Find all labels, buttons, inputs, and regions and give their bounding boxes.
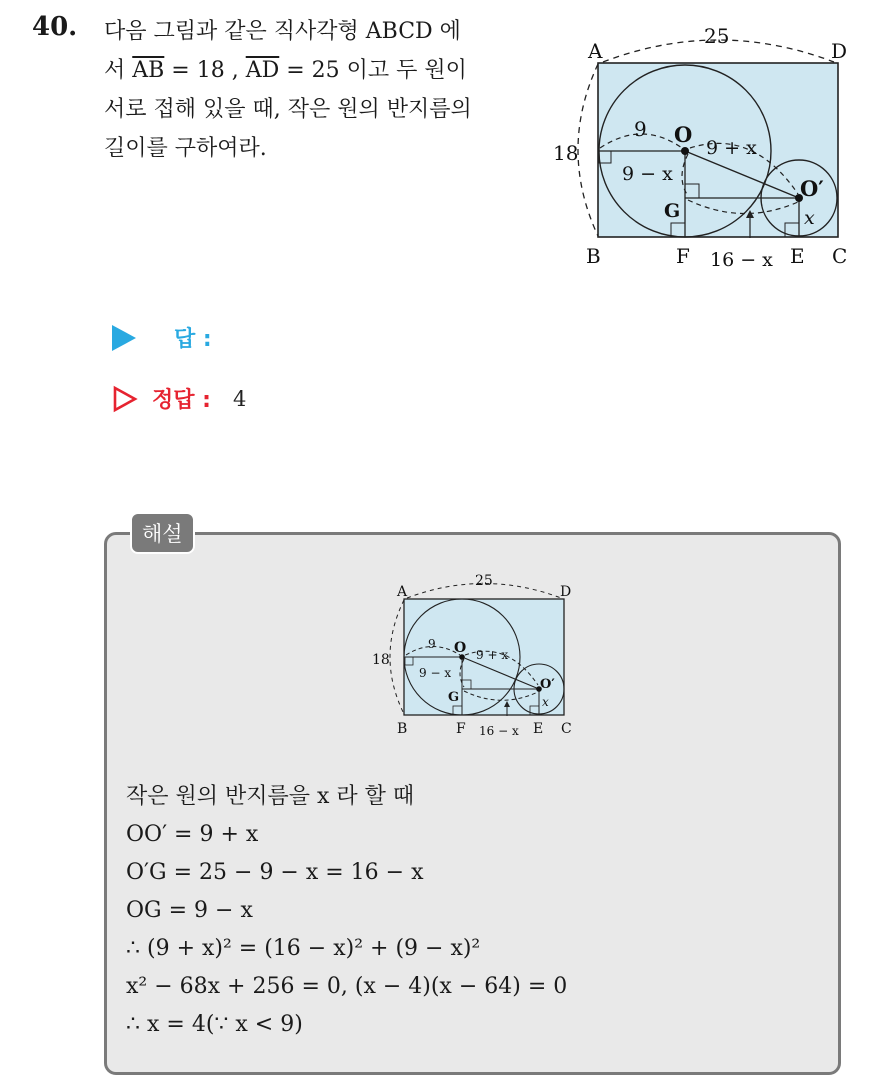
label-d: D — [560, 584, 572, 600]
label-e: E — [790, 244, 805, 268]
label-a: A — [588, 39, 603, 63]
triangle-right-outline-icon — [112, 385, 138, 413]
label-g: G — [664, 200, 681, 222]
label-o: O — [674, 122, 693, 147]
segment-ab: $\overline{AB}$ — [132, 58, 165, 83]
correct-answer-label: 정답 : — [152, 388, 211, 413]
rectangle-circles-figure — [548, 20, 860, 270]
answer-label: 답 : — [174, 327, 212, 352]
label-o: O — [454, 640, 467, 656]
label-diff: 9 − x — [419, 666, 452, 680]
solution-line-7: ∴ x = 4(∵ x < 9) — [126, 1012, 303, 1037]
answer-row — [112, 322, 212, 353]
label-bottom: 16 − x — [710, 249, 773, 270]
solution-figure — [366, 570, 582, 740]
label-c: C — [561, 721, 572, 737]
solution-line-6: x² − 68x + 256 = 0, (x − 4)(x − 64) = 0 — [126, 974, 568, 999]
solution-lines — [126, 778, 567, 1044]
question-line-3: 서로 접해 있을 때, 작은 원의 반지름의 — [104, 97, 472, 122]
triangle-right-solid-icon — [112, 325, 136, 351]
solution-line-3: O′G = 25 − 9 − x = 16 − x — [126, 860, 424, 885]
center-o-dot — [681, 147, 689, 155]
label-e: E — [533, 721, 544, 737]
label-diff: 9 − x — [622, 163, 673, 185]
label-side-length: 18 — [553, 141, 579, 165]
label-radius: 9 — [634, 117, 647, 141]
label-c: C — [832, 244, 848, 268]
label-top-length: 25 — [475, 573, 493, 589]
question-number: 40. — [32, 12, 78, 42]
solution-line-5: ∴ (9 + x)² = (16 − x)² + (9 − x)² — [126, 936, 481, 961]
label-b: B — [586, 244, 601, 268]
question-line-4: 길이를 구하여라. — [104, 136, 267, 161]
question-line-2-mid: = 18 , — [164, 58, 246, 83]
label-top-length: 25 — [704, 24, 730, 48]
question-line-2 — [104, 51, 544, 90]
question-line-2-post: = 25 이고 두 원이 — [279, 58, 467, 83]
label-radius: 9 — [428, 637, 436, 651]
correct-answer-value: 4 — [232, 386, 247, 411]
question-line-2-pre: 서 — [104, 58, 133, 83]
side-dimension-arc — [578, 64, 598, 236]
label-g: G — [448, 690, 460, 705]
solution-line-2: OO′ = 9 + x — [126, 822, 259, 847]
label-o2: O′ — [540, 677, 555, 692]
label-side-length: 18 — [372, 652, 390, 668]
label-sum: 9 + x — [706, 137, 757, 159]
question-text — [104, 12, 544, 168]
label-bottom: 16 − x — [479, 724, 519, 738]
label-sum: 9 + x — [476, 648, 509, 662]
solution-line-4: OG = 9 − x — [126, 898, 253, 923]
side-dimension-arc — [390, 600, 404, 714]
label-a: A — [397, 584, 408, 600]
label-d: D — [831, 39, 848, 63]
correct-answer-row — [112, 383, 246, 414]
segment-ad: $\overline{AD}$ — [245, 58, 280, 83]
label-small-radius: x — [804, 207, 815, 229]
solution-line-1: 작은 원의 반지름을 x 라 할 때 — [126, 784, 415, 809]
label-b: B — [397, 721, 408, 737]
question-line-1: 다음 그림과 같은 직사각형 ABCD 에 — [104, 19, 461, 44]
label-f: F — [456, 721, 466, 737]
label-f: F — [676, 244, 690, 268]
label-o2: O′ — [800, 176, 824, 201]
solution-tag: 해설 — [130, 512, 195, 554]
label-small-radius: x — [542, 695, 549, 709]
